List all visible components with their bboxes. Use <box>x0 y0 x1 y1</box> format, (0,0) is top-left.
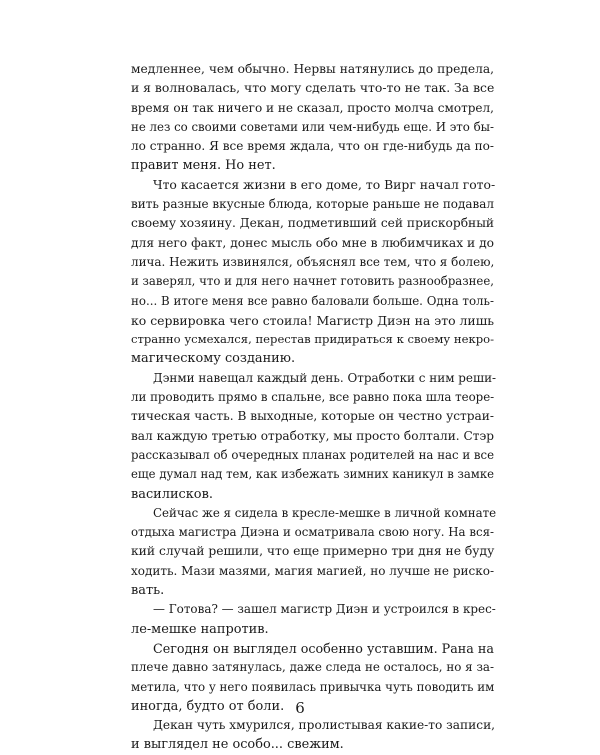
text-line: ле-мешке напротив. <box>131 621 269 637</box>
text-line: ко сервировка чего стоила! Магистр Диэн на это лишь <box>131 312 494 328</box>
text-line: не лез со своими советами или чем-нибудь еще. И это бы- <box>131 119 494 134</box>
text-line: и заверял, что и для него начнет готовить разнообразнее, <box>131 274 494 289</box>
text-line: вить разные вкусные блюда, которые раньше не подавал <box>131 197 494 212</box>
text-line: время он так ничего и не сказал, просто молча смотрел, <box>131 100 494 115</box>
text-line: для него факт, донес мысль обо мне в любимчиках и до <box>131 235 494 250</box>
text-line: кий случай решили, что еще примерно три дня не буду <box>131 544 495 559</box>
text-line: правит меня. Но нет. <box>131 158 276 174</box>
text-line: метила, что у него появилась привычка чуть поводить им <box>131 679 495 694</box>
text-line: и я волновалась, что могу сделать что-то не так. За все <box>131 81 495 96</box>
text-line: своему хозяину. Декан, подметивший сей прискорбный <box>131 216 495 231</box>
text-line: иногда, будто от боли. <box>131 698 285 714</box>
text-line: магическому созданию. <box>131 351 296 367</box>
text-line: Сейчас же я сидела в кресле-мешке в личной комнате <box>153 505 497 520</box>
text-line: ходить. Мази мазями, магия магией, но лучше не риско- <box>131 563 495 578</box>
text-line: — Готова? — зашел магистр Диэн и устроился в крес- <box>153 602 496 617</box>
text-line: и выглядел не особо... свежим. <box>131 737 344 753</box>
text-line: вать. <box>131 583 165 599</box>
text-line: плече давно затянулась, даже следа не осталось, но я за- <box>131 660 494 675</box>
page-text <box>131 60 497 755</box>
text-line: василисков. <box>131 486 213 502</box>
text-line: но... В итоге меня все равно баловали больше. Одна толь- <box>131 293 494 308</box>
text-line: лича. Нежить извинялся, объяснял все тем, что я болею, <box>131 254 495 269</box>
text-line: вал каждую третью отработку, мы просто болтали. Стэр <box>131 428 494 443</box>
text-line: еще думал над тем, как избежать зимних каникул в замке <box>131 467 494 482</box>
text-line: ло странно. Я все время ждала, что он где-нибудь да по- <box>131 139 494 154</box>
text-line: Сегодня он выглядел особенно уставшим. Рана на <box>153 640 494 656</box>
text-line: тическая часть. В выходные, которые он честно устраи- <box>131 409 494 424</box>
text-line: медленнее, чем обычно. Нервы натянулись до предела, <box>131 62 494 76</box>
text-line: странно усмехался, перестав придираться к своему некро- <box>131 332 494 347</box>
text-line: Что касается жизни в его доме, то Вирг начал гото- <box>153 177 496 192</box>
text-line: отдыха магистра Диэна и осматривала свою ногу. На вся- <box>131 525 494 540</box>
text-line: Дэнми навещал каждый день. Отработки с ним реши- <box>153 370 497 385</box>
text-line: ли проводить прямо в спальне, все равно пока шла теоре- <box>131 390 495 405</box>
page-number: 6 <box>295 699 305 717</box>
text-line: рассказывал об очередных планах родителей на нас и все <box>131 447 494 462</box>
text-line: Декан чуть хмурился, пролистывая какие-то записи, <box>153 718 496 733</box>
